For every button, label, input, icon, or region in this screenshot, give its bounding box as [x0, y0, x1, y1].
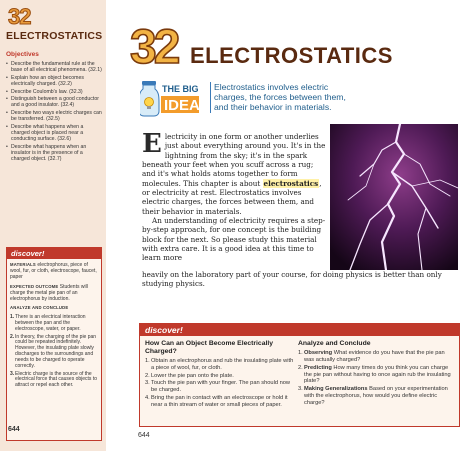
sidebar-discover-heading: discover!	[7, 248, 101, 259]
procedure-list	[145, 358, 295, 409]
discover-question: How Can an Object Become Electrically Charged?	[145, 340, 274, 355]
lightning-photo	[330, 124, 458, 270]
objectives-list	[6, 61, 102, 164]
objective-item: • Describe what happens when a charged object is placed near a conducting surface. (32.6)	[6, 124, 102, 142]
intro-paragraph-2-continued: heavily on the laboratory part of your course, for doing physics is better than only studying physics.	[142, 270, 442, 289]
materials-paragraph	[10, 262, 98, 281]
objective-item: • Describe Coulomb's law. (32.3)	[6, 89, 102, 95]
objective-item: • Describe the fundamental rule at the base of all electrical phenomena. (32.1)	[6, 61, 102, 73]
sidebar-discover-box	[6, 247, 102, 441]
materials-label: MATERIALS	[10, 262, 36, 267]
big-idea-label-the: THE BIG	[162, 84, 199, 94]
page-number: 644	[138, 432, 150, 439]
analyze-list	[298, 350, 456, 407]
discover-heading: discover!	[140, 324, 459, 336]
sidebar-chapter-number: 32	[8, 4, 31, 29]
analyze-item: 3. Making Generalizations Based on your experimentation with the electrophorus, how would you define electric charge?	[298, 386, 448, 406]
objective-item: • Distinguish between a good conductor and a good insulator. (32.4)	[6, 96, 102, 108]
procedure-step: 3. Touch the pie pan with your finger. The pan should now be charged.	[145, 380, 291, 394]
lightbulb-jar-icon	[140, 78, 206, 118]
objective-item: • Describe what happens when an insulator is in the presence of a charged object. (32.7)	[6, 144, 102, 162]
keyword-electrostatics: electrostatics	[263, 178, 319, 188]
analyze-heading: Analyze and Conclude	[298, 340, 371, 347]
teacher-sidebar	[0, 0, 106, 451]
answer-item: 2. In theory, the charging of the pie pan could be repeated indefinitely. However, the insulating plate slowly discharges to the surroundings and needs to be charged to operate correctly.	[10, 333, 97, 370]
procedure-step: 1. Obtain an electrophorus and rub the insulating plate with a piece of wool, fur, or cloth.	[145, 358, 294, 371]
intro-paragraph-1: Electricity in one form or another underlies just about everything around you. It's in the lightning from the sky; it's in the spark beneath your feet when you scuff across a rug; and it's what holds atoms together to form molecules. This chapter is about electrostatics, or electricity at rest. Electrostatics involves electric charges, the forces between them, and their behavior in materials.	[142, 129, 326, 216]
outcome-label: EXPECTED OUTCOME	[10, 283, 59, 289]
answer-item: 3. Electric charge is the source of the electrical force that causes objects to attract or repel each other.	[10, 370, 97, 389]
analyze-item: 2. Predicting How many times do you think you can charge the pie pan without having to once again rub the insulating plate?	[298, 364, 451, 385]
intro-paragraph-2: An understanding of electricity requires a step-by-step approach, for one concept is the building block for the next. So please study this material with extra care. It is a good idea at this time to learn more	[142, 216, 326, 263]
big-idea-text: Electrostatics involves electric charges, the forces between them, and their behavior in materials.	[210, 82, 360, 113]
outcome-paragraph	[10, 284, 98, 303]
discover-procedure	[145, 340, 295, 410]
drop-cap: E	[142, 129, 162, 159]
discover-analyze	[298, 340, 456, 408]
objective-item: • Explain how an object becomes electrically charged. (32.2)	[6, 75, 102, 87]
procedure-step: 4. Bring the pan in contact with an electroscope or hold it near a thin stream of water or small pieces of paper.	[145, 394, 288, 408]
sidebar-chapter-title: ELECTROSTATICS	[6, 30, 103, 42]
chapter-title: ELECTROSTATICS	[190, 43, 393, 68]
answer-item: 1. There is an electrical interaction between the pan and the electroscope, water, or paper.	[10, 314, 86, 333]
sidebar-page-number: 644	[8, 426, 20, 433]
intro-text	[142, 129, 328, 263]
discover-activity-box	[139, 323, 460, 427]
analyze-item: 1. Observing What evidence do you have that the pie pan was actually charged?	[298, 350, 445, 363]
procedure-step: 2. Lower the pie pan onto the plate.	[145, 372, 234, 379]
objectives-heading: Objectives	[6, 51, 39, 58]
objective-item: • Describe two ways electric charges can be transferred. (32.5)	[6, 110, 102, 122]
chapter-number: 32	[130, 21, 178, 74]
analyze-label: ANALYZE AND CONCLUDE	[10, 305, 69, 311]
analyze-label-paragraph	[10, 305, 98, 312]
intro-continuation	[142, 270, 458, 289]
sidebar-answers-list	[10, 315, 98, 389]
big-idea-label-idea: IDEA	[164, 97, 200, 114]
materials-text: electrophorus, piece of wool, fur, or cloth, electroscope, faucet, paper	[10, 262, 97, 280]
outcome-text: Students will charge the metal pie pan of an electrophorus by induction.	[10, 283, 88, 302]
